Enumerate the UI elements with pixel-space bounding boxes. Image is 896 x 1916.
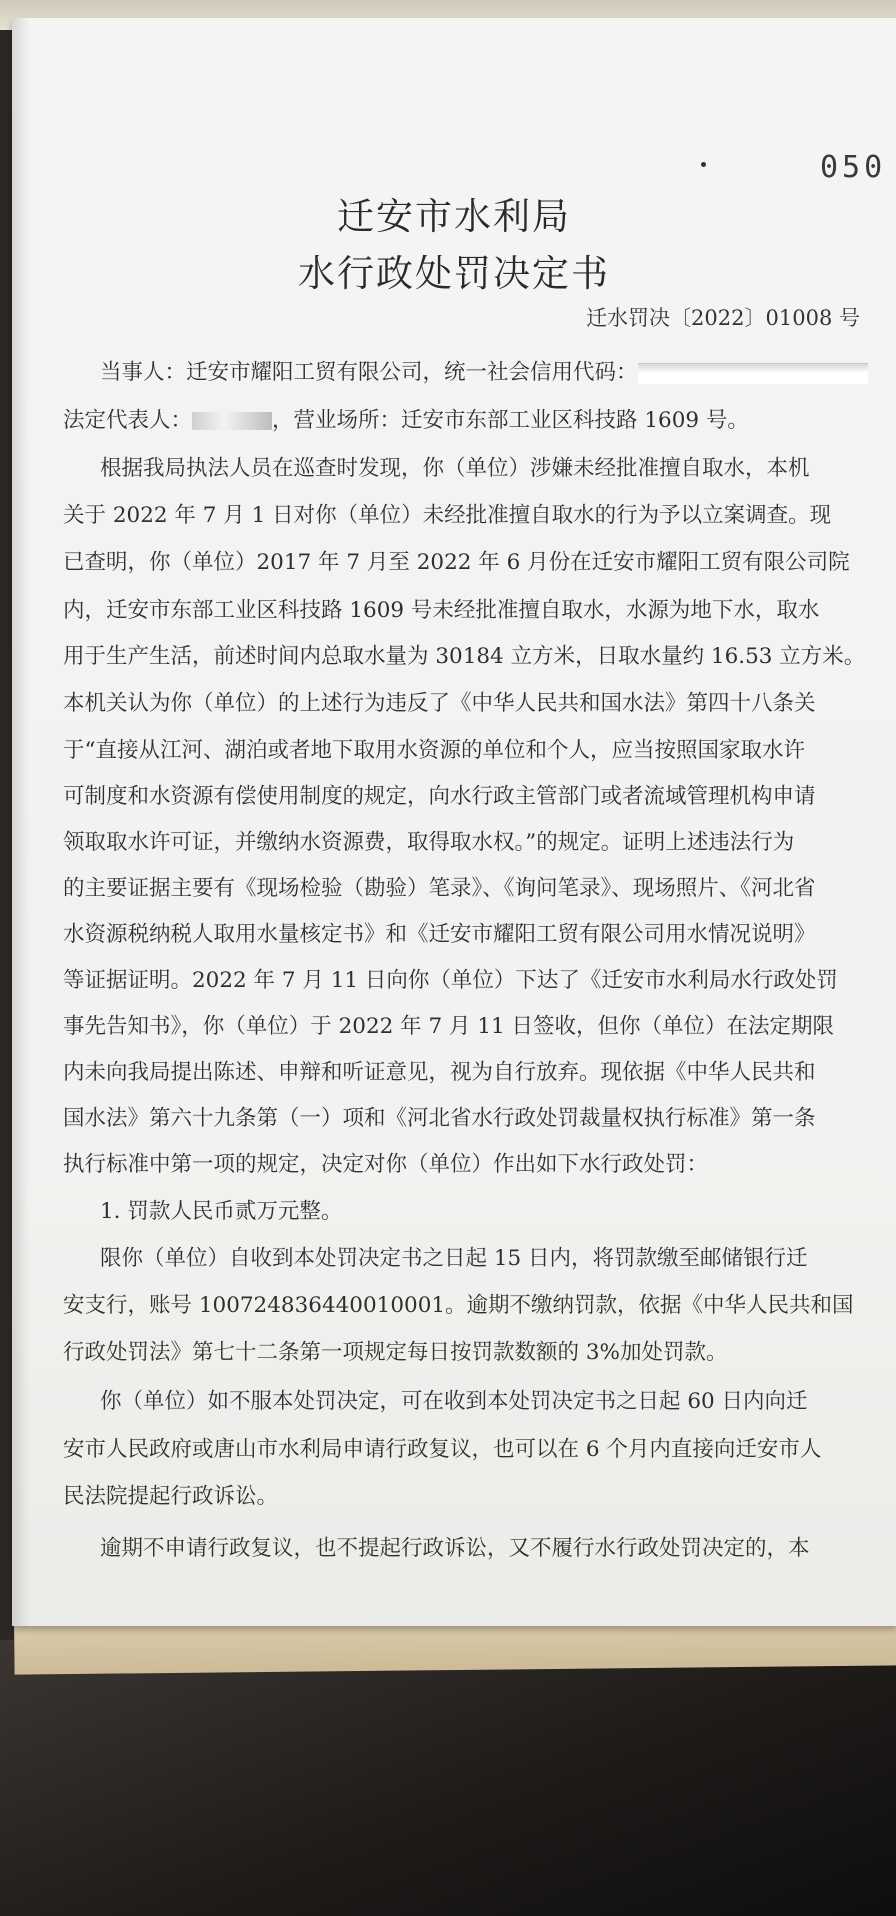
issuer-title: 迁安市水利局 <box>337 195 571 238</box>
body-line: 可制度和水资源有偿使用制度的规定，向水行政主管部门或者流域管理机构申请 <box>63 784 816 809</box>
body-line: 水资源税纳税人取用水量核定书》和《迁安市耀阳工贸有限公司用水情况说明》 <box>63 922 816 947</box>
legal-rep-line <box>63 410 896 432</box>
body-line: 领取取水许可证，并缴纳水资源费，取得取水权。”的规定。证明上述违法行为 <box>63 830 795 855</box>
body-line: 内，迁安市东部工业区科技路 1609 号未经批准擅自取水，水源为地下水，取水 <box>63 598 820 623</box>
document-content <box>12 18 896 1626</box>
penalty-item: 1. 罚款人民币贰万元整。 <box>100 1199 343 1224</box>
body-line: 安市人民政府或唐山市水利局申请行政复议，也可以在 6 个月内直接向迁安市人 <box>63 1437 822 1462</box>
document-number: 迁水罚决〔2022〕01008 号 <box>586 306 860 330</box>
body-line: 内未向我局提出陈述、申辩和听证意见，视为自行放弃。现依据《中华人民共和 <box>63 1060 816 1085</box>
body-line: 行政处罚法》第七十二条第一项规定每日按罚款数额的 3%加处罚款。 <box>63 1340 728 1365</box>
body-line: 民法院提起行政诉讼。 <box>63 1484 279 1509</box>
party-text: 当事人：迁安市耀阳工贸有限公司，统一社会信用代码： <box>100 360 638 385</box>
body-line: 关于 2022 年 7 月 1 日对你（单位）未经批准擅自取水的行为予以立案调查。现 <box>63 503 832 528</box>
body-line: 执行标准中第一项的规定，决定对你（单位）作出如下水行政处罚： <box>63 1152 709 1177</box>
redacted-credit-code <box>638 363 868 384</box>
party-line <box>100 362 896 384</box>
body-line: 根据我局执法人员在巡查时发现，你（单位）涉嫌未经批准擅自取水，本机 <box>100 456 810 481</box>
body-line: 用于生产生活，前述时间内总取水量为 30184 立方米，日取水量约 16.53 立方米。 <box>63 644 866 669</box>
legal-rep-label: 法定代表人： <box>63 408 193 433</box>
redacted-name <box>192 412 272 430</box>
document-title: 水行政处罚决定书 <box>298 252 610 295</box>
body-line: 你（单位）如不服本处罚决定，可在收到本处罚决定书之日起 60 日内向迁 <box>100 1389 808 1414</box>
body-line: 国水法》第六十九条第（一）项和《河北省水行政处罚裁量权执行标准》第一条 <box>63 1106 816 1131</box>
page-number: 050 <box>820 150 887 185</box>
body-line: 安支行，账号 100724836440010001。逾期不缴纳罚款，依据《中华人民共和国 <box>63 1293 854 1318</box>
body-line: 的主要证据主要有《现场检验（勘验）笔录》、《询问笔录》、现场照片、《河北省 <box>63 876 816 901</box>
body-line: 于“直接从江河、湖泊或者地下取用水资源的单位和个人，应当按照国家取水许 <box>63 738 805 763</box>
body-line: 本机关认为你（单位）的上述行为违反了《中华人民共和国水法》第四十八条关 <box>63 691 816 716</box>
body-line: 等证据证明。2022 年 7 月 11 日向你（单位）下达了《迁安市水利局水行政处罚 <box>63 968 838 993</box>
ink-speck <box>701 162 706 167</box>
body-line: 事先告知书》，你（单位）于 2022 年 7 月 11 日签收，但你（单位）在法定期限 <box>63 1014 835 1039</box>
background-table <box>0 1640 896 1916</box>
body-line: 逾期不申请行政复议，也不提起行政诉讼，又不履行水行政处罚决定的，本 <box>100 1536 810 1561</box>
document-page <box>12 18 896 1626</box>
legal-rep-rest: ，营业场所：迁安市东部工业区科技路 1609 号。 <box>272 408 749 433</box>
body-line: 限你（单位）自收到本处罚决定书之日起 15 日内，将罚款缴至邮储银行迁 <box>100 1246 808 1271</box>
body-line: 已查明，你（单位）2017 年 7 月至 2022 年 6 月份在迁安市耀阳工贸有限公司院 <box>63 550 850 575</box>
